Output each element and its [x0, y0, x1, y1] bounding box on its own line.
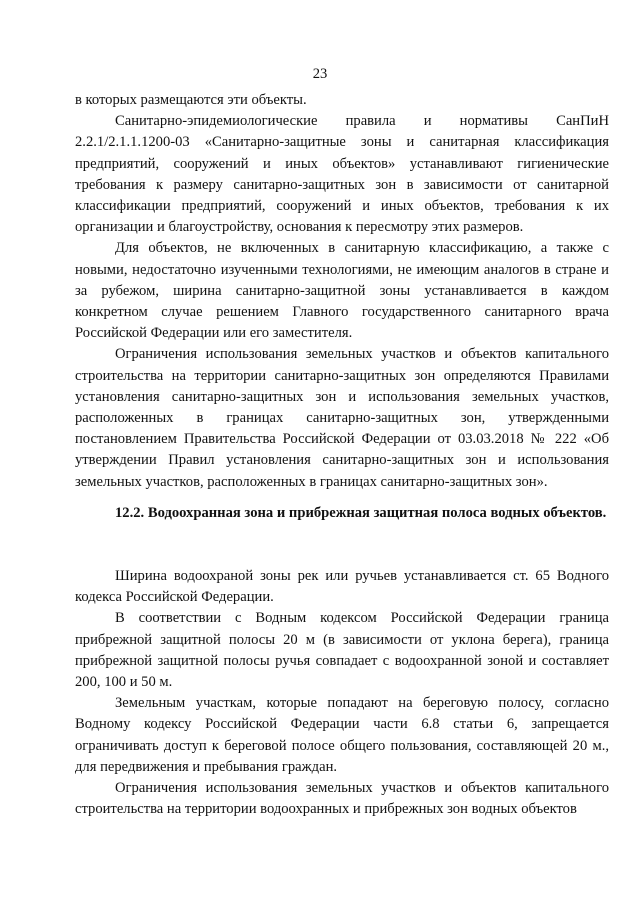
page-number: 23	[312, 66, 328, 82]
text-block-water-zones	[75, 566, 609, 820]
paragraph-water-zone-restrictions: Ограничения использования земельных участков и объектов капитального строительства на территории водоохранных и прибрежных зон водных объектов	[75, 780, 609, 818]
paragraph-shoreline-access: Земельным участкам, которые попадают на береговую полосу, согласно Водному кодексу Российской Федерации части 6.8 статьи 6, запрещается ограничивать доступ к береговой полосе общего пользования, составляющей 20 м., для передвижения и пребывания граждан.	[75, 695, 609, 775]
section-heading: 12.2. Водоохранная зона и прибрежная защитная полоса водных объектов.	[115, 505, 607, 521]
paragraph-continuation: в которых размещаются эти объекты.	[75, 92, 307, 108]
text-block-sanitary-zones	[75, 90, 609, 493]
section-heading-block	[75, 503, 609, 524]
paragraph-coastal-strip: В соответствии с Водным кодексом Российской Федерации граница прибрежной защитной полосы 20 м (в зависимости от уклона берега), граница прибрежной защитной полосы ручья совпадает с водоохранной зоной и составляет 200, 100 и 50 м.	[75, 610, 609, 691]
paragraph-sanpin: Санитарно-эпидемиологические правила и нормативы СанПиН 2.2.1/2.1.1.1200-03 «Санитарно-защитные зоны и санитарная классификация предприятий, сооружений и иных объектов» устанавливают гигиенические требования к размеру санитарно-защитных зон в зависимости от санитарной классификации предприятий, сооружений и иных объектов, требования к их организации и благоустройству, основания к пересмотру этих размеров.	[75, 113, 609, 236]
paragraph-water-zone-width: Ширина водоохраной зоны рек или ручьев устанавливается ст. 65 Водного кодекса Российской Федерации.	[75, 568, 609, 606]
paragraph-land-use-restrictions: Ограничения использования земельных участков и объектов капитального строительства на территории санитарно-защитных зон определяются Правилами установления санитарно-защитных зон и использования земельных участков, расположенных в границах санитарно-защитных зон, утвержденными постановлением Правительства Российской Федерации от 03.03.2018 № 222 «Об утверждении Правил установления санитарно-защитных зон и использования земельных участков, расположенных в границах санитарно-защитных зон».	[75, 346, 609, 490]
paragraph-unclassified-objects: Для объектов, не включенных в санитарную классификацию, а также с новыми, недостаточно изученными технологиями, не имеющим аналогов в стране и за рубежом, ширина санитарно-защитной зоны устанавливается в каждом конкретном случае решением Главного государственного санитарного врача Российской Федерации или его заместителя.	[75, 240, 609, 342]
